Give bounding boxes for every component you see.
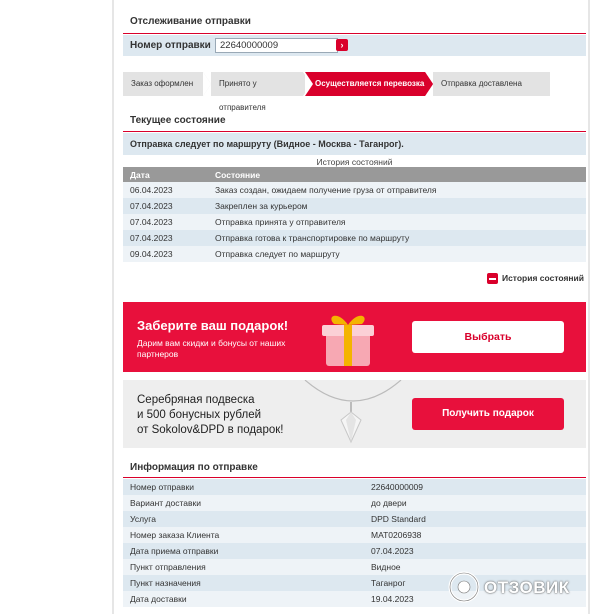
history-date: 07.04.2023 [123, 230, 208, 246]
step-delivered: Отправка доставлена [433, 72, 550, 96]
table-row [123, 230, 586, 246]
history-header-status: Состояние [208, 167, 586, 182]
info-value: 07.04.2023 [364, 543, 586, 559]
info-value: Видное [364, 559, 586, 575]
table-row [123, 246, 586, 262]
info-key: Дата приема отправки [123, 543, 364, 559]
track-submit-button[interactable]: › [336, 39, 348, 51]
tracking-number-row [123, 35, 586, 56]
table-row [123, 495, 586, 511]
history-header-date: Дата [123, 167, 208, 182]
history-date: 09.04.2023 [123, 246, 208, 262]
info-key: Номер отправки [123, 479, 364, 495]
info-value: до двери [364, 495, 586, 511]
table-row [123, 198, 586, 214]
info-divider [123, 477, 586, 478]
table-row [123, 511, 586, 527]
step-separator [425, 72, 433, 96]
current-status-title: Текущее состояние [130, 115, 226, 126]
table-row [123, 182, 586, 198]
history-status: Заказ создан, ожидаем получение груза от отправителя [208, 182, 586, 198]
table-row [123, 527, 586, 543]
step-in-transit: Осуществляется перевозка [305, 72, 425, 96]
info-key: Пункт назначения [123, 575, 364, 591]
info-value: MAT0206938 [364, 527, 586, 543]
history-toggle-label: История состояний [501, 273, 584, 283]
status-divider [123, 131, 586, 132]
info-value: Таганрог [364, 575, 586, 591]
table-row [123, 214, 586, 230]
step-accepted: Принято у отправителя [211, 72, 303, 96]
history-date: 07.04.2023 [123, 198, 208, 214]
info-key: Вариант доставки [123, 495, 364, 511]
history-header-row [123, 167, 586, 182]
choose-gift-button[interactable]: Выбрать [412, 321, 564, 353]
page-frame-left [112, 0, 114, 614]
history-status: Закреплен за курьером [208, 198, 586, 214]
gift-banner-title: Заберите ваш подарок! [137, 318, 289, 333]
step-separator [203, 72, 211, 96]
step-arrow [211, 72, 219, 96]
gift-box-icon [318, 310, 378, 368]
history-caption: История состояний [316, 157, 393, 167]
otzovik-watermark-text: ОТЗОВИК [484, 578, 570, 597]
step-separator [305, 72, 313, 96]
collapse-minus-icon [487, 273, 498, 284]
gift-banner-subtitle: Дарим вам скидки и бонусы от наших партнеров [137, 338, 286, 359]
info-key: Услуга [123, 511, 364, 527]
get-gift-button[interactable]: Получить подарок [412, 398, 564, 430]
page-frame-right [588, 0, 590, 614]
current-status-box [123, 133, 586, 155]
sokolov-line: Серебряная подвеска [137, 394, 255, 406]
step-order-placed: Заказ оформлен [123, 72, 203, 96]
tracking-number-input[interactable] [215, 38, 338, 53]
info-key: Дата доставки [123, 591, 364, 607]
gift-banner[interactable] [123, 302, 586, 372]
history-date: 06.04.2023 [123, 182, 208, 198]
history-date: 07.04.2023 [123, 214, 208, 230]
otzovik-logo-icon [448, 571, 480, 603]
info-key: Пункт отправления [123, 559, 364, 575]
sokolov-banner-text [137, 393, 307, 438]
history-toggle-link[interactable] [487, 273, 584, 284]
title-divider [123, 33, 586, 34]
info-value: DPD Standard [364, 511, 586, 527]
sokolov-banner[interactable] [123, 380, 586, 448]
table-row [123, 543, 586, 559]
shipment-info-title: Информация по отправке [130, 462, 258, 473]
table-row [123, 479, 586, 495]
current-status-text: Отправка следует по маршруту (Видное - Москва - Таганрог). [130, 139, 404, 149]
tracking-title: Отслеживание отправки [130, 16, 251, 27]
otzovik-watermark [448, 571, 598, 605]
info-value: 19.04.2023 [364, 591, 586, 607]
sokolov-line: от Sokolov&DPD в подарок! [137, 424, 284, 436]
sokolov-line: и 500 бонусных рублей [137, 409, 262, 421]
pendant-icon [303, 380, 403, 448]
info-key: Номер заказа Клиента [123, 527, 364, 543]
info-value: 22640000009 [364, 479, 586, 495]
history-status: Отправка следует по маршруту [208, 246, 586, 262]
tracking-number-label: Номер отправки [130, 40, 211, 51]
progress-steps [123, 72, 586, 112]
history-table [123, 167, 586, 262]
history-status: Отправка принята у отправителя [208, 214, 586, 230]
history-status: Отправка готова к транспортировке по маршруту [208, 230, 586, 246]
